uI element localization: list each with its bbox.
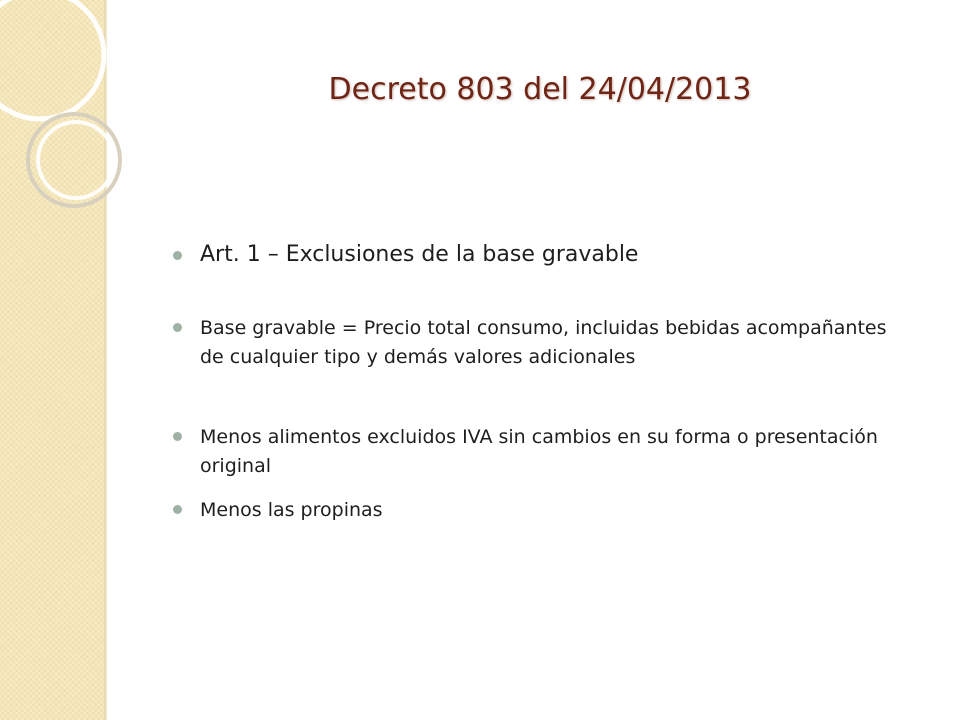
- slide-title: Decreto 803 del 24/04/2013: [328, 72, 752, 107]
- bullet-text: Menos las propinas: [200, 499, 383, 521]
- bullet-text: Base gravable = Precio total consumo, incluidas bebidas acompañantes de cualquier tipo y demás valores adicionales: [200, 317, 887, 368]
- bullet-dot-icon: [173, 505, 182, 514]
- bullet-dot-icon: [173, 323, 182, 332]
- bullet-item-heading: [170, 240, 890, 270]
- bullet-text: Menos alimentos excluidos IVA sin cambios en su forma o presentación original: [200, 426, 878, 477]
- bullet-item-base-gravable: [170, 314, 890, 372]
- bullet-item-propinas: [170, 496, 890, 525]
- bullet-list: [170, 240, 890, 525]
- bullet-dot-icon: [173, 251, 182, 260]
- bullet-text: Art. 1 – Exclusiones de la base gravable: [200, 242, 639, 267]
- decorative-rings: [0, 0, 160, 240]
- bullet-item-alimentos-excluidos: [170, 423, 890, 481]
- bullet-dot-icon: [173, 432, 182, 441]
